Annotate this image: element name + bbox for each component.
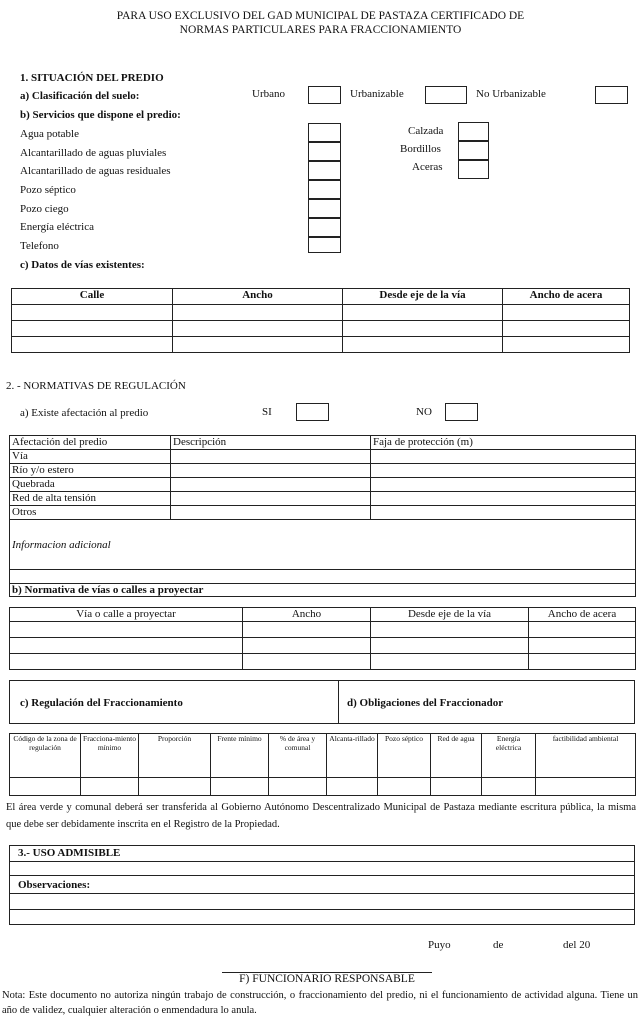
footer-note: Nota: Este documento no autoriza ningún trabajo de construcción, o fraccionamiento del predio, ni el funcionamiento de actividad alguna. Tiene un año de validez, cualquier alteración o enmendadura lo anula. bbox=[2, 990, 638, 1016]
section-1-title: 1. SITUACIÓN DEL PREDIO bbox=[20, 72, 164, 84]
regulacion-table bbox=[9, 733, 636, 796]
col-header: Desde eje de la vía bbox=[371, 608, 529, 622]
service-checkbox[interactable] bbox=[308, 218, 341, 237]
col-header: Proporción bbox=[139, 734, 211, 778]
signer-label: F) FUNCIONARIO RESPONSABLE bbox=[239, 973, 415, 985]
section-2-title: 2. - NORMATIVAS DE REGULACIÓN bbox=[6, 380, 186, 392]
col-header: Ancho bbox=[173, 289, 343, 305]
aceras-checkbox[interactable] bbox=[458, 160, 489, 179]
col-header: Red de agua bbox=[431, 734, 482, 778]
service-checkbox[interactable] bbox=[308, 142, 341, 161]
table-row: Río y/o estero bbox=[10, 464, 636, 478]
col-header: Calle bbox=[12, 289, 173, 305]
calzada-checkbox[interactable] bbox=[458, 122, 489, 141]
area-verde-paragraph: El área verde y comunal deberá ser transferida al Gobierno Autónomo Descentralizado Municipal de Pastaza mediante escritura pública, la misma que debe ser debidamente inscrita en el Registro de la Propiedad. bbox=[6, 802, 636, 830]
soil-classification-label: a) Clasificación del suelo: bbox=[20, 90, 140, 102]
urbano-checkbox[interactable] bbox=[308, 86, 341, 104]
no-urbanizable-checkbox[interactable] bbox=[595, 86, 628, 104]
table-row: Vía bbox=[10, 450, 636, 464]
service-label: Energía eléctrica bbox=[20, 221, 94, 233]
table-row bbox=[12, 337, 630, 353]
table-row bbox=[10, 622, 636, 638]
service-checkbox[interactable] bbox=[308, 180, 341, 199]
urbano-label: Urbano bbox=[252, 88, 285, 100]
no-label: NO bbox=[416, 406, 432, 418]
info-adicional-cell[interactable] bbox=[10, 520, 636, 570]
year-label: del 20 bbox=[563, 939, 591, 951]
col-header: Vía o calle a proyectar bbox=[10, 608, 243, 622]
regulacion-label: c) Regulación del Fraccionamiento bbox=[20, 697, 183, 709]
col-header: Pozo séptico bbox=[378, 734, 431, 778]
urbanizable-checkbox[interactable] bbox=[425, 86, 467, 104]
col-header: factibilidad ambiental bbox=[536, 734, 636, 778]
col-header: Energía eléctrica bbox=[482, 734, 536, 778]
table-row bbox=[12, 321, 630, 337]
col-header: Frente mínimo bbox=[211, 734, 269, 778]
col-header: Fracciona-miento mínimo bbox=[81, 734, 139, 778]
afectacion-question: a) Existe afectación al predio bbox=[20, 407, 149, 419]
si-label: SI bbox=[262, 406, 272, 418]
urbanizable-label: Urbanizable bbox=[350, 88, 404, 100]
table-row bbox=[10, 778, 636, 796]
table-row: Red de alta tensión bbox=[10, 492, 636, 506]
header-line-1: PARA USO EXCLUSIVO DEL GAD MUNICIPAL DE PASTAZA CERTIFICADO DE bbox=[116, 10, 525, 22]
si-checkbox[interactable] bbox=[296, 403, 329, 421]
table-row bbox=[10, 638, 636, 654]
calzada-label: Calzada bbox=[408, 125, 444, 137]
col-header: Afectación del predio bbox=[10, 436, 171, 450]
col-header: Código de la zona de regulación bbox=[10, 734, 81, 778]
col-header: Desde eje de la vía bbox=[343, 289, 503, 305]
no-urbanizable-label: No Urbanizable bbox=[476, 88, 546, 100]
table-row: Quebrada bbox=[10, 478, 636, 492]
col-header: Ancho de acera bbox=[503, 289, 630, 305]
col-header: Faja de protección (m) bbox=[371, 436, 636, 450]
table-row: Otros bbox=[10, 506, 636, 520]
uso-admisible-title: 3.- USO ADMISIBLE bbox=[18, 847, 121, 859]
bordillos-checkbox[interactable] bbox=[458, 141, 489, 160]
service-label: Pozo ciego bbox=[20, 203, 69, 215]
de-label: de bbox=[493, 939, 504, 951]
service-checkbox[interactable] bbox=[308, 161, 341, 180]
service-checkbox[interactable] bbox=[308, 199, 341, 218]
table-row bbox=[10, 654, 636, 670]
vias-existentes-table bbox=[11, 288, 630, 353]
vias-existentes-label: c) Datos de vías existentes: bbox=[20, 259, 145, 271]
service-label: Pozo séptico bbox=[20, 184, 76, 196]
bordillos-label: Bordillos bbox=[400, 143, 441, 155]
afectacion-table bbox=[9, 435, 636, 597]
col-header: Descripción bbox=[171, 436, 371, 450]
service-checkbox[interactable] bbox=[308, 237, 341, 253]
vias-proyectar-table bbox=[9, 607, 636, 670]
services-label: b) Servicios que dispone el predio: bbox=[20, 109, 181, 121]
service-label: Agua potable bbox=[20, 128, 79, 140]
col-header: Ancho de acera bbox=[529, 608, 636, 622]
obligaciones-label: d) Obligaciones del Fraccionador bbox=[347, 697, 504, 709]
service-checkbox[interactable] bbox=[308, 123, 341, 142]
service-label: Telefono bbox=[20, 240, 59, 252]
col-header: Ancho bbox=[243, 608, 371, 622]
city-label: Puyo bbox=[428, 939, 451, 951]
no-checkbox[interactable] bbox=[445, 403, 478, 421]
service-label: Alcantarillado de aguas pluviales bbox=[20, 147, 167, 159]
col-header: % de área y comunal bbox=[269, 734, 327, 778]
service-label: Alcantarillado de aguas residuales bbox=[20, 165, 171, 177]
col-header: Alcanta-rillado bbox=[327, 734, 378, 778]
observaciones-label: Observaciones: bbox=[18, 879, 91, 891]
aceras-label: Aceras bbox=[412, 161, 443, 173]
vias-proyectar-label: b) Normativa de vías o calles a proyectar bbox=[10, 584, 636, 597]
info-adicional-label: Informacion adicional bbox=[12, 538, 111, 551]
header-line-2: NORMAS PARTICULARES PARA FRACCIONAMIENTO bbox=[179, 24, 462, 36]
table-row bbox=[12, 305, 630, 321]
